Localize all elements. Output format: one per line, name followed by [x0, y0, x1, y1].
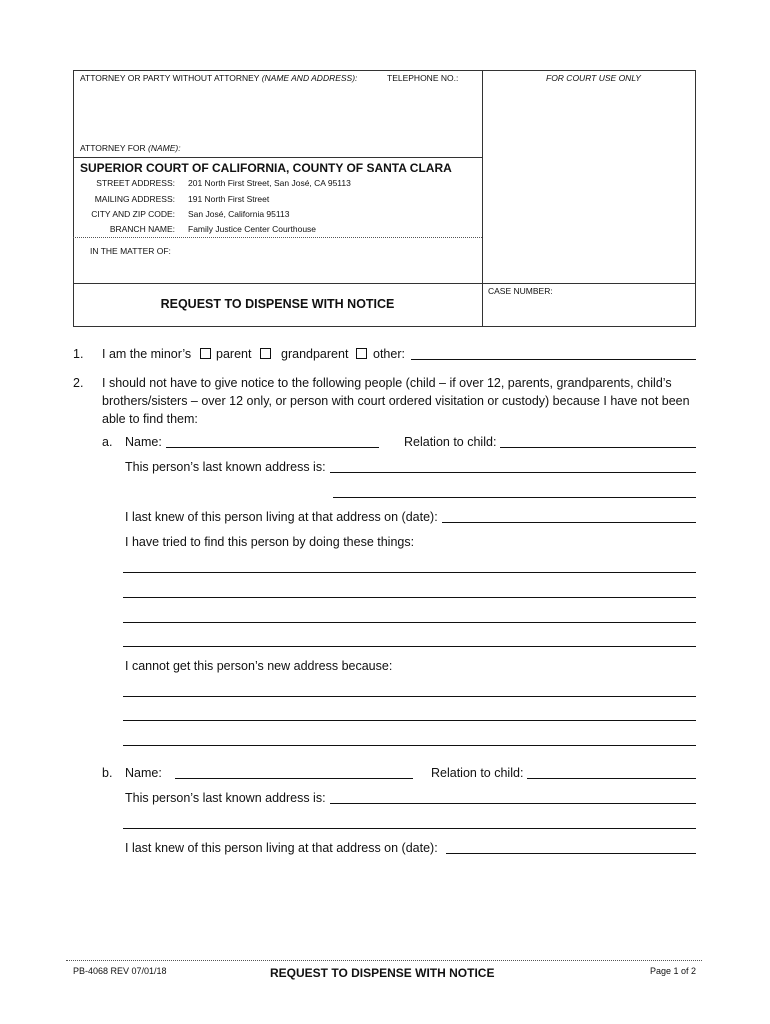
person-b-name-label: Name:	[125, 766, 162, 780]
item-2-number: 2.	[73, 376, 84, 390]
footer-rule	[66, 960, 702, 961]
item-1-text: I am the minor’s	[102, 347, 192, 361]
case-number-label: CASE NUMBER:	[488, 286, 553, 296]
person-a-cannot-field-2[interactable]	[123, 720, 696, 721]
footer-page-number: Page 1 of 2	[649, 966, 696, 976]
person-b-letter: b.	[102, 766, 113, 780]
mailing-address-label: MAILING ADDRESS:	[94, 194, 175, 204]
street-address-label: STREET ADDRESS:	[96, 178, 175, 188]
person-b-relation-label: Relation to child:	[431, 766, 524, 780]
person-a-tried-field-3[interactable]	[123, 622, 696, 623]
person-b-address-label: This person’s last known address is:	[125, 791, 326, 805]
person-a-tried-label: I have tried to find this person by doing these things:	[125, 535, 415, 549]
parent-label: parent	[216, 347, 252, 361]
person-a-lastknew-label: I last knew of this person living at that address on (date):	[125, 510, 438, 524]
city-zip-value: San José, California 95113	[188, 209, 290, 219]
person-b-address-field-2[interactable]	[123, 828, 696, 829]
person-a-tried-field-2[interactable]	[123, 597, 696, 598]
person-a-lastknew-field[interactable]	[442, 522, 696, 523]
person-a-address-label: This person’s last known address is:	[125, 460, 326, 474]
person-b-relation-field[interactable]	[527, 778, 696, 779]
person-a-cannot-label: I cannot get this person’s new address because:	[125, 659, 393, 673]
other-label: other:	[373, 347, 405, 361]
telephone-label: TELEPHONE NO.:	[387, 73, 459, 83]
person-a-tried-field-4[interactable]	[123, 646, 696, 647]
branch-name-label: BRANCH NAME:	[109, 224, 175, 234]
item-2-line-1: I should not have to give notice to the following people (child – if over 12, parents, grandparents, child’s	[102, 376, 672, 390]
person-a-address-field-1[interactable]	[330, 472, 696, 473]
person-a-cannot-field-1[interactable]	[123, 696, 696, 697]
mailing-address-value: 191 North First Street	[188, 194, 270, 204]
attorney-label: ATTORNEY OR PARTY WITHOUT ATTORNEY (NAME AND ADDRESS):	[80, 73, 358, 83]
other-checkbox[interactable]	[356, 348, 367, 359]
attorney-for-label: ATTORNEY FOR (NAME):	[80, 143, 181, 153]
caption-rule-2	[73, 237, 482, 238]
person-a-relation-field[interactable]	[500, 447, 696, 448]
person-a-relation-label: Relation to child:	[404, 435, 497, 449]
person-a-tried-field-1[interactable]	[123, 572, 696, 573]
item-2-line-2: brothers/sisters – over 12 only, or person with court ordered visitation or custody) because I have not been	[102, 394, 690, 408]
footer-form-code: PB-4068 REV 07/01/18	[73, 966, 167, 976]
court-title: SUPERIOR COURT OF CALIFORNIA, COUNTY OF SANTA CLARA	[80, 161, 452, 175]
parent-checkbox[interactable]	[200, 348, 211, 359]
other-field[interactable]	[411, 359, 696, 360]
matter-label: IN THE MATTER OF:	[90, 246, 171, 256]
caption-rule-3	[73, 283, 696, 284]
city-zip-label: CITY AND ZIP CODE:	[91, 209, 175, 219]
item-2-line-3: able to find them:	[102, 412, 198, 426]
person-b-lastknew-field[interactable]	[446, 853, 696, 854]
court-use-label: FOR COURT USE ONLY	[546, 73, 641, 83]
person-a-address-field-2[interactable]	[333, 497, 696, 498]
person-b-address-field-1[interactable]	[330, 803, 696, 804]
street-address-value: 201 North First Street, San José, CA 95113	[188, 178, 351, 188]
caption-divider	[482, 70, 483, 327]
grandparent-label: grandparent	[281, 347, 349, 361]
person-a-name-label: Name:	[125, 435, 162, 449]
person-a-name-field[interactable]	[166, 447, 379, 448]
branch-name-value: Family Justice Center Courthouse	[188, 224, 317, 234]
person-b-lastknew-label: I last knew of this person living at that address on (date):	[125, 841, 438, 855]
person-a-cannot-field-3[interactable]	[123, 745, 696, 746]
person-b-name-field[interactable]	[175, 778, 413, 779]
item-1-number: 1.	[73, 347, 84, 361]
grandparent-checkbox[interactable]	[260, 348, 271, 359]
person-a-letter: a.	[102, 435, 113, 449]
form-title: REQUEST TO DISPENSE WITH NOTICE	[160, 297, 395, 311]
footer-title: REQUEST TO DISPENSE WITH NOTICE	[270, 966, 495, 980]
caption-rule-1	[73, 157, 482, 158]
